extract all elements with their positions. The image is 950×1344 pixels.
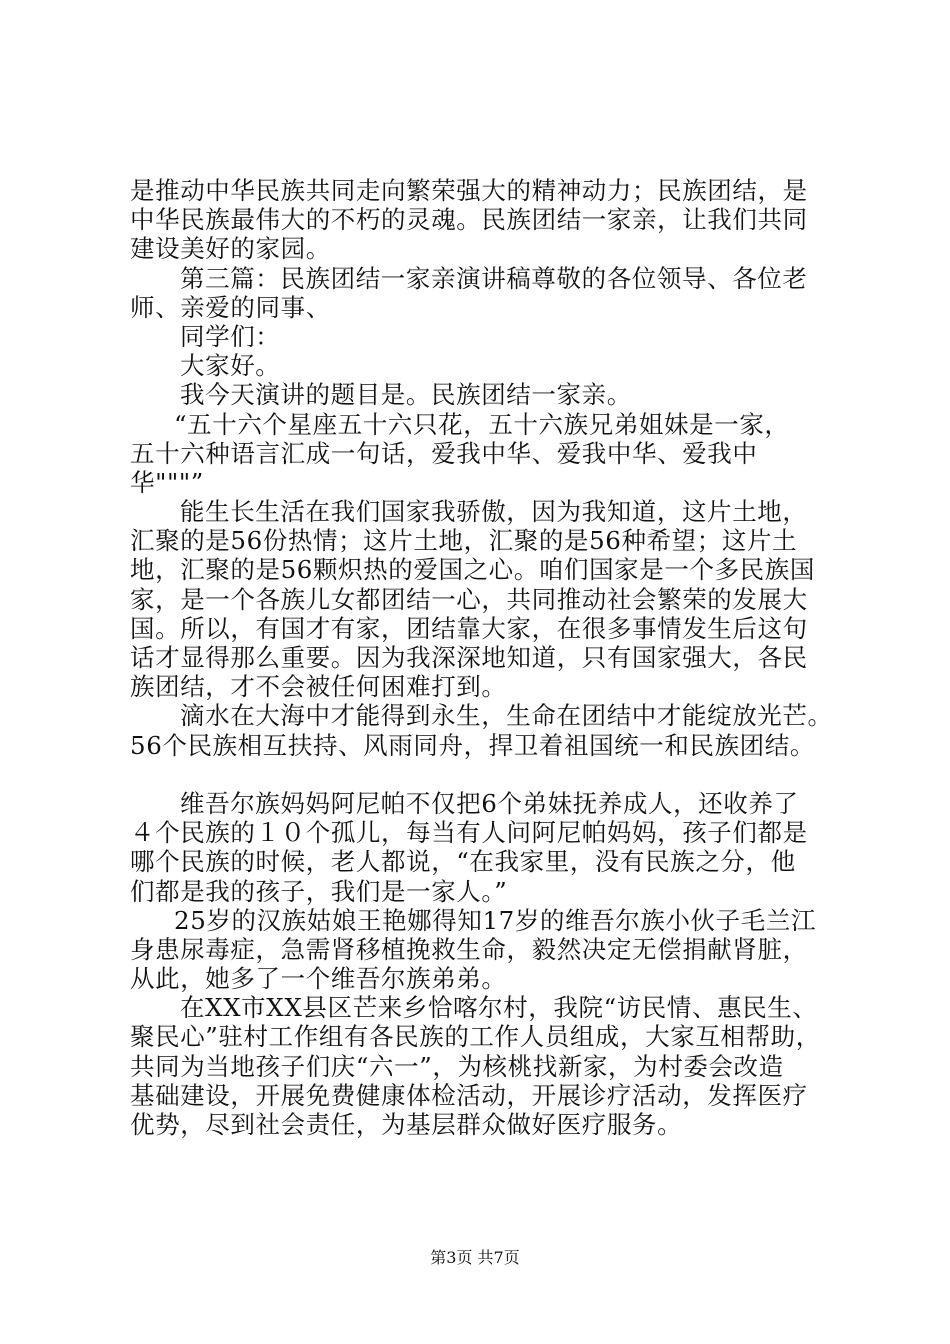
greeting: 大家好。 (180, 351, 281, 381)
text-line: 从此，她多了一个维吾尔族弟弟。 (130, 964, 507, 994)
text-line: 哪个民族的时候，老人都说，“在我家里，没有民族之分，他 (130, 847, 796, 877)
text-line: 建设美好的家园。 (130, 234, 331, 264)
text-line: 聚民心”驻村工作组有各民族的工作人员组成，大家互相帮助， (130, 1022, 821, 1052)
text-line: 共同为当地孩子们庆“六一”，为核桃找新家，为村委会改造 (130, 1051, 784, 1081)
quote-line: “五十六个星座五十六只花，五十六族兄弟姐妹是一家， (174, 409, 790, 439)
text-line: 中华民族最伟大的不朽的灵魂。民族团结一家亲，让我们共同 (130, 205, 808, 235)
quote-line: 华"""” (130, 467, 204, 497)
text-line: 国。所以，有国才有家，团结靠大家，在很多事情发生后这句 (130, 613, 808, 643)
text-line: 优势，尽到社会责任，为基层群众做好医疗服务。 (130, 1110, 683, 1139)
blank-line (130, 760, 835, 789)
text-line: 族团结，才不会被任何困难打到。 (130, 672, 507, 702)
text-line: 师、亲爱的同事、 (130, 292, 331, 322)
salutation: 同学们： (180, 321, 281, 351)
text-line: ４个民族的１０个孤儿，每当有人问阿尼帕妈妈，孩子们都是 (130, 818, 808, 848)
text-line: 们都是我的孩子，我们是一家人。” (130, 876, 508, 906)
text-line: 25岁的汉族姑娘王艳娜得知17岁的维吾尔族小伙子毛兰江 (174, 905, 817, 935)
document-body (130, 176, 835, 1139)
text-line: 滴水在大海中才能得到永生，生命在团结中才能绽放光芒。 (180, 701, 833, 731)
text-line: 地，汇聚的是56颗炽热的爱国之心。咱们国家是一个多民族国 (130, 555, 815, 585)
text-line: 能生长生活在我们国家我骄傲，因为我知道，这片土地， (180, 497, 808, 527)
text-line: 汇聚的是56份热情；这片土地，汇聚的是56种希望；这片土 (130, 526, 798, 556)
text-line: 家，是一个各族儿女都团结一心，共同推动社会繁荣的发展大 (130, 584, 808, 614)
text-line: 56个民族相互扶持、风雨同舟，捍卫着祖国统一和民族团结。 (130, 730, 815, 760)
quote-line: 五十六种语言汇成一句话，爱我中华、爱我中华、爱我中 (130, 438, 758, 468)
page-number-footer: 第3页 共7页 (430, 1248, 520, 1267)
text-line: 身患尿毒症，急需肾移植挽救生命，毅然决定无偿捐献肾脏， (130, 934, 808, 964)
text-line: 维吾尔族妈妈阿尼帕不仅把6个弟妹抚养成人，还收养了 (180, 788, 799, 818)
text-line: 在XX市XX县区芒来乡恰喀尔村，我院“访民情、惠民生、 (180, 993, 818, 1023)
text-line: 是推动中华民族共同走向繁荣强大的精神动力；民族团结，是 (130, 176, 808, 205)
section-heading: 第三篇：民族团结一家亲演讲稿尊敬的各位领导、各位老 (180, 263, 808, 293)
text-line: 我今天演讲的题目是。民族团结一家亲。 (180, 380, 632, 410)
text-line: 基础建设，开展免费健康体检活动，开展诊疗活动，发挥医疗 (130, 1080, 808, 1110)
text-line: 话才显得那么重要。因为我深深地知道，只有国家强大，各民 (130, 643, 808, 672)
